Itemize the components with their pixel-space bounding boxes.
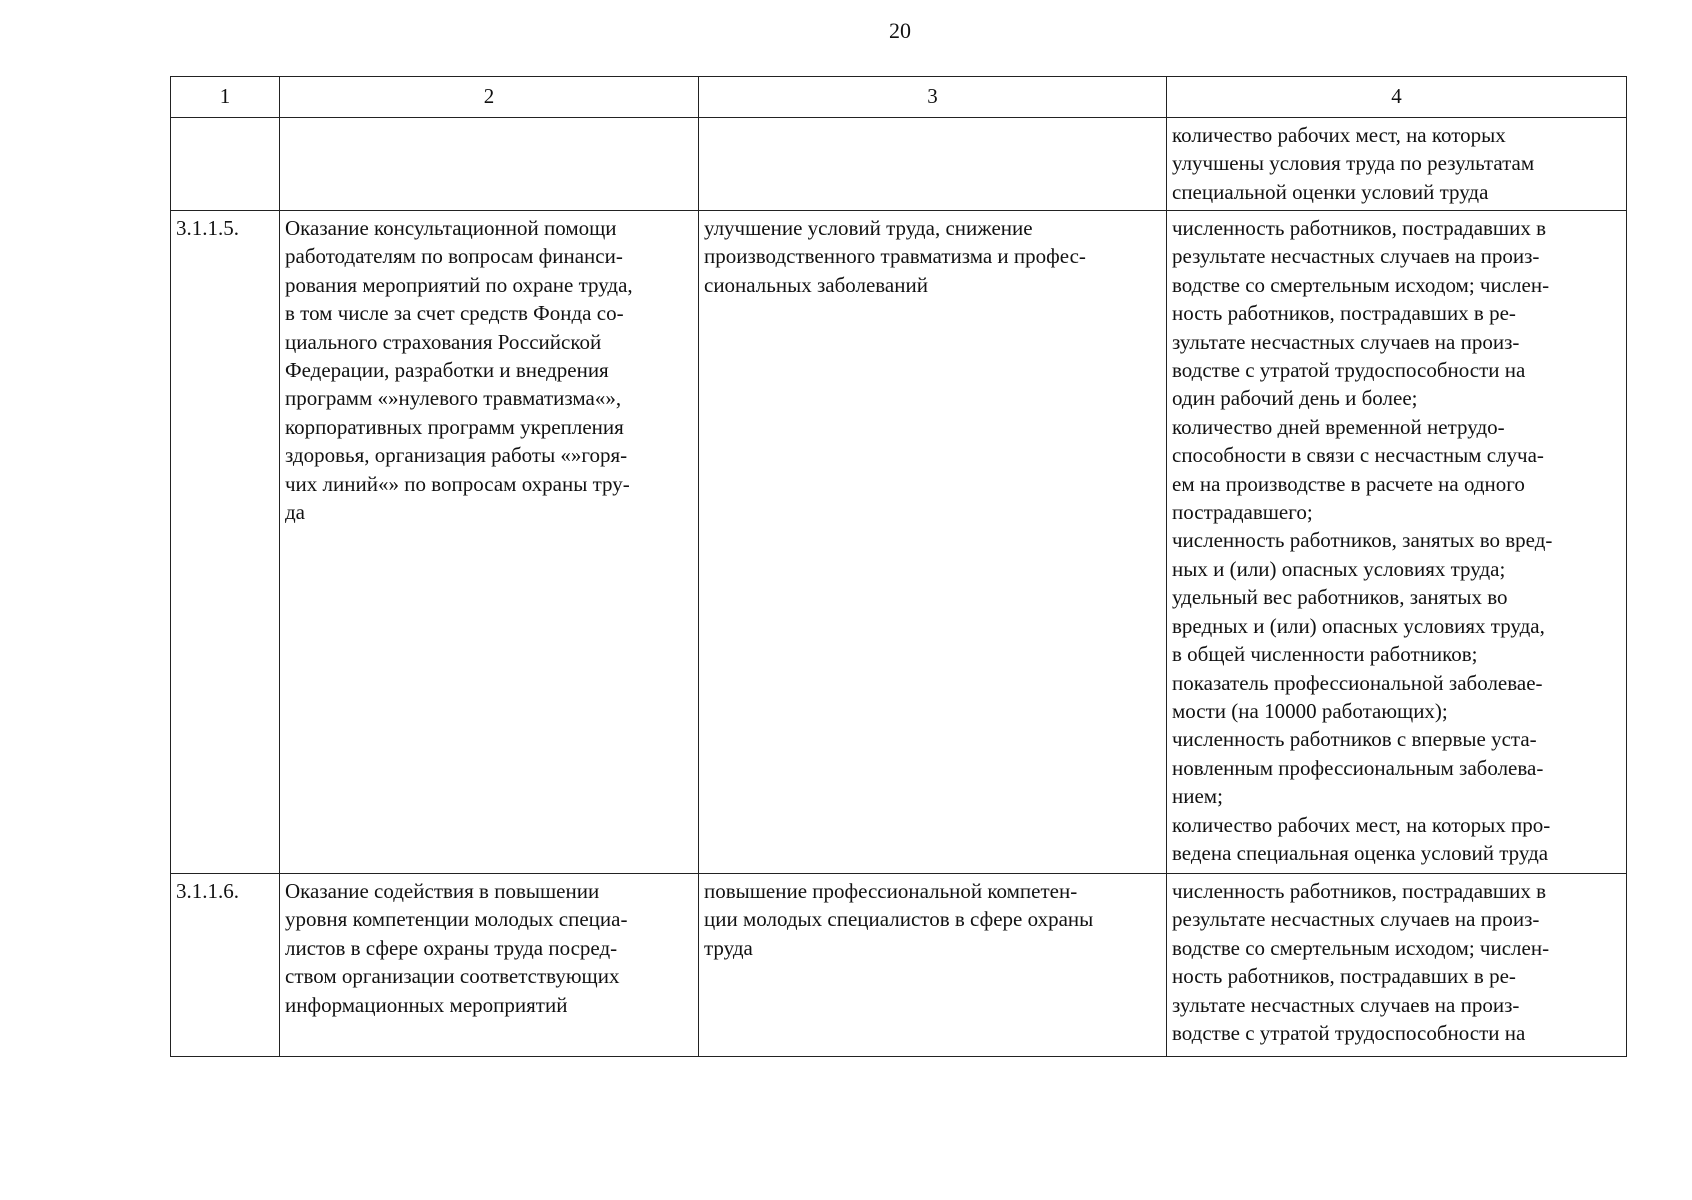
cell-text-line: водстве со смертельным исходом; числен- [1172,935,1550,960]
cell-text-line: водстве с утратой трудоспособности на [1172,358,1526,383]
cell-text-line: пострадавшего; [1172,500,1313,525]
cell-text-line: водстве с утратой трудоспособности на [1172,1021,1526,1046]
cell-text-line: ность работников, пострадавших в ре- [1172,964,1516,989]
cell-text-line: труда [704,935,753,960]
cell-text-line: нием; [1172,784,1223,809]
cell-text-line: да [285,500,306,525]
row-number-cell: 3.1.1.5. [171,211,280,874]
cell-text-line: программ «»нулевого травматизма«», [285,386,622,411]
cell-text-line: корпоративных программ укрепления [285,414,624,439]
cell-text-line: численность работников, пострадавших в [1172,879,1547,903]
row-number-cell: 3.1.1.6. [171,874,280,1057]
cell-text-line: численность работников с впервые уста- [1172,727,1537,752]
cell-text-line: количество рабочих мест, на которых [1172,123,1506,147]
cell-text-line: численность работников, пострадавших в [1172,216,1547,240]
cell-text-line: количество дней временной нетрудо- [1172,414,1505,439]
row-number-cell [171,118,280,211]
cell-text-line: зультате несчастных случаев на произ- [1172,992,1520,1017]
cell-text-line: информационных мероприятий [285,992,568,1017]
page-number: 20 [889,18,911,43]
cell-text-line: количество рабочих мест, на которых про- [1172,812,1551,837]
cell-text-line: Оказание содействия в повышении [285,879,600,903]
activity-cell [280,118,699,211]
cell-text-line: улучшение условий труда, снижение [704,216,1033,240]
cell-text-line: результате несчастных случаев на произ- [1172,907,1540,932]
cell-text-line: специальной оценки условий труда [1172,179,1489,204]
indicators-cell [1167,874,1627,1057]
cell-text-line: производственного травматизма и профес- [704,244,1086,269]
cell-text-line: ность работников, пострадавших в ре- [1172,301,1516,326]
result-cell [699,874,1167,1057]
cell-text-line: работодателям по вопросам финанси- [285,244,623,269]
cell-text-line: повышение профессиональной компетен- [704,879,1078,903]
result-cell [699,211,1167,874]
cell-text-line: вредных и (или) опасных условиях труда, [1172,613,1545,638]
cell-text-line: численность работников, занятых во вред- [1172,528,1553,553]
cell-text-line: чих линий«» по вопросам охраны тру- [285,471,630,496]
cell-text-line: Оказание консультационной помощи [285,216,617,240]
activity-cell [280,874,699,1057]
cell-text-line: ции молодых специалистов в сфере охраны [704,907,1094,932]
cell-text-line: циального страхования Российской [285,329,602,354]
cell-text-line: ных и (или) опасных условиях труда; [1172,556,1506,581]
cell-text-line: здоровья, организация работы «»горя- [285,443,628,468]
cell-text-line: ством организации соответствующих [285,964,620,989]
cell-text-line: показатель профессиональной заболевае- [1172,670,1543,695]
cell-text-line: уровня компетенции молодых специа- [285,907,628,932]
cell-text-line: листов в сфере охраны труда посред- [285,935,618,960]
column-header-1: 1 [171,77,280,118]
cell-text-line: зультате несчастных случаев на произ- [1172,329,1520,354]
indicators-cell [1167,211,1627,874]
table-header-row [171,77,1627,118]
column-header-3: 3 [699,77,1167,118]
cell-text-line: ведена специальная оценка условий труда [1172,840,1549,865]
cell-text-line: сиональных заболеваний [704,272,928,297]
cell-text-line: в том числе за счет средств Фонда со- [285,301,624,326]
cell-text-line: один рабочий день и более; [1172,386,1418,411]
cell-text-line: ем на производстве в расчете на одного [1172,471,1525,496]
cell-text-line: новленным профессиональным заболева- [1172,755,1544,780]
table-row [171,211,1627,874]
cell-text-line: способности в связи с несчастным случа- [1172,443,1544,468]
table-row [171,118,1627,211]
measures-table [170,76,1627,1057]
activity-cell [280,211,699,874]
indicators-cell [1167,118,1627,211]
cell-text-line: в общей численности работников; [1172,642,1478,667]
cell-text-line: результате несчастных случаев на произ- [1172,244,1540,269]
cell-text-line: рования мероприятий по охране труда, [285,272,633,297]
column-header-2: 2 [280,77,699,118]
cell-text-line: мости (на 10000 работающих); [1172,698,1448,723]
cell-text-line: улучшены условия труда по результатам [1172,151,1535,176]
column-header-4: 4 [1167,77,1627,118]
cell-text-line: удельный вес работников, занятых во [1172,585,1508,610]
result-cell [699,118,1167,211]
cell-text-line: Федерации, разработки и внедрения [285,358,609,383]
table-row [171,874,1627,1057]
cell-text-line: водстве со смертельным исходом; числен- [1172,272,1550,297]
